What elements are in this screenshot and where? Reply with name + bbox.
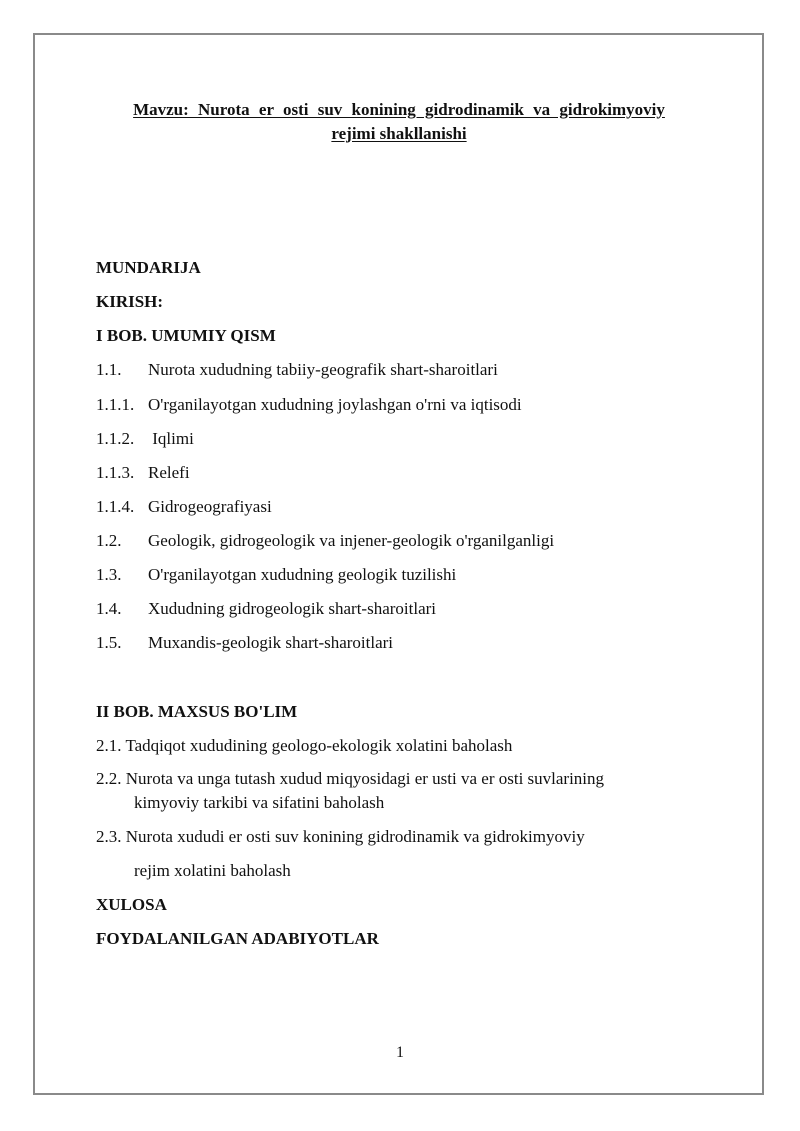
toc-item-text: Nurota xududning tabiiy-geografik shart-sharoitlari — [148, 360, 498, 379]
toc-item-text: Geologik, gidrogeologik va injener-geologik o'rganilganligi — [148, 531, 555, 550]
toc-item-text: Muxandis-geologik shart-sharoitlari — [148, 633, 394, 652]
toc-heading-bob1: I BOB. UMUMIY QISM — [96, 326, 276, 345]
toc-item-2-3: 2.3. Nurota xududi er osti suv konining gidrodinamik va gidrokimyoviy — [96, 827, 585, 846]
title-line-1: Mavzu: Nurota er osti suv konining gidrodinamik va gidrokimyoviy — [133, 100, 665, 119]
toc-item-number: 1.1. — [96, 360, 122, 379]
page-number: 1 — [396, 1044, 404, 1061]
toc-item-1-1 — [96, 359, 498, 381]
toc-heading-xulosa: XULOSA — [96, 895, 167, 914]
toc-heading-bob2: II BOB. MAXSUS BO'LIM — [96, 702, 298, 721]
title-line-2: rejimi shakllanishi — [331, 124, 467, 143]
toc-item-number: 1.1.3. — [96, 463, 135, 482]
toc-item-number: 1.4. — [96, 599, 122, 618]
toc-item-2-3-continued: rejim xolatini baholash — [134, 861, 291, 880]
toc-item-text: O'rganilayotgan xududning geologik tuzilishi — [148, 565, 457, 584]
toc-item-1-1-1 — [96, 394, 522, 416]
toc-item-number: 1.3. — [96, 565, 122, 584]
document-title — [96, 98, 702, 146]
toc-item-number: 1.1.1. — [96, 395, 135, 414]
toc-item-1-5 — [96, 632, 393, 654]
toc-item-2-1: 2.1. Tadqiqot xududining geologo-ekologik xolatini baholash — [96, 736, 513, 755]
toc-item-2-2-continued: kimyoviy tarkibi va sifatini baholash — [134, 793, 385, 812]
toc-item-text: Relefi — [148, 463, 190, 482]
toc-item-number: 1.2. — [96, 531, 122, 550]
toc-item-1-2 — [96, 530, 554, 552]
toc-heading-mundarija: MUNDARIJA — [96, 258, 201, 277]
toc-item-number: 1.1.2. — [96, 429, 135, 448]
toc-item-1-1-2 — [96, 428, 194, 450]
toc-item-number: 1.5. — [96, 633, 122, 652]
toc-item-1-1-3 — [96, 462, 190, 484]
toc-item-2-2: 2.2. Nurota va unga tutash xudud miqyosidagi er usti va er osti suvlarining — [96, 769, 605, 788]
toc-heading-kirish: KIRISH: — [96, 292, 164, 311]
toc-item-text: O'rganilayotgan xududning joylashgan o'rni va iqtisodi — [148, 395, 522, 414]
toc-item-1-1-4 — [96, 496, 272, 518]
toc-item-text: Gidrogeografiyasi — [148, 497, 272, 516]
toc-item-1-4 — [96, 598, 436, 620]
toc-item-number: 1.1.4. — [96, 497, 135, 516]
toc-heading-adabiyotlar: FOYDALANILGAN ADABIYOTLAR — [96, 929, 379, 948]
toc-item-1-3 — [96, 564, 456, 586]
toc-item-text: Xududning gidrogeologik shart-sharoitlari — [148, 599, 437, 618]
toc-item-text: Iqlimi — [148, 429, 194, 448]
